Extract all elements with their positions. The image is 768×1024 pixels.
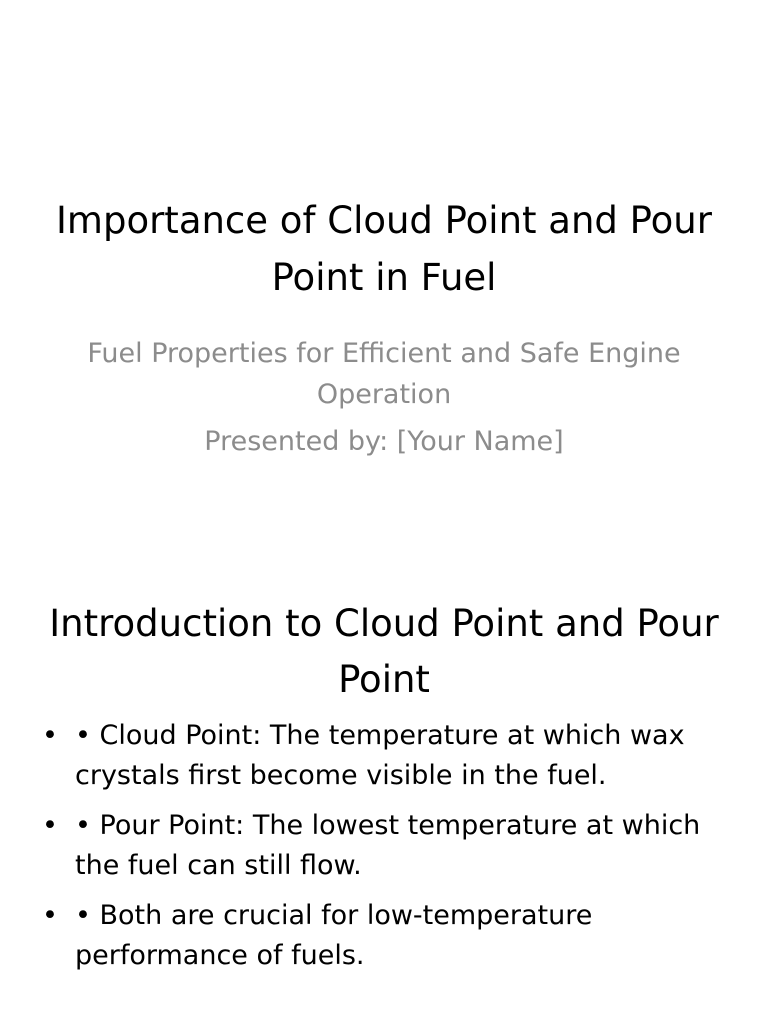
list-item	[40, 896, 730, 976]
bullet-marker: •	[42, 810, 58, 841]
slide-title: Importance of Cloud Point and Pour Point in Fuel	[56, 199, 712, 299]
bullet-list	[40, 716, 730, 986]
list-item	[40, 806, 730, 886]
subtitle-line: Fuel Properties for Efficient and Safe Engine Operation	[87, 338, 681, 410]
bullet-text: • Pour Point: The lowest temperature at which the fuel can still flow.	[75, 810, 701, 881]
bullet-text: • Both are crucial for low-temperature performance of fuels.	[75, 900, 593, 971]
list-item	[40, 716, 730, 796]
content-slide	[0, 512, 768, 1024]
bullet-marker: •	[42, 900, 58, 931]
bullet-text: • Cloud Point: The temperature at which wax crystals first become visible in the fuel.	[75, 720, 685, 791]
bullet-marker: •	[42, 720, 58, 751]
slide-subtitle	[40, 333, 728, 468]
slide-title: Introduction to Cloud Point and Pour Point	[49, 602, 719, 701]
subtitle-line: Presented by: [Your Name]	[204, 426, 564, 457]
